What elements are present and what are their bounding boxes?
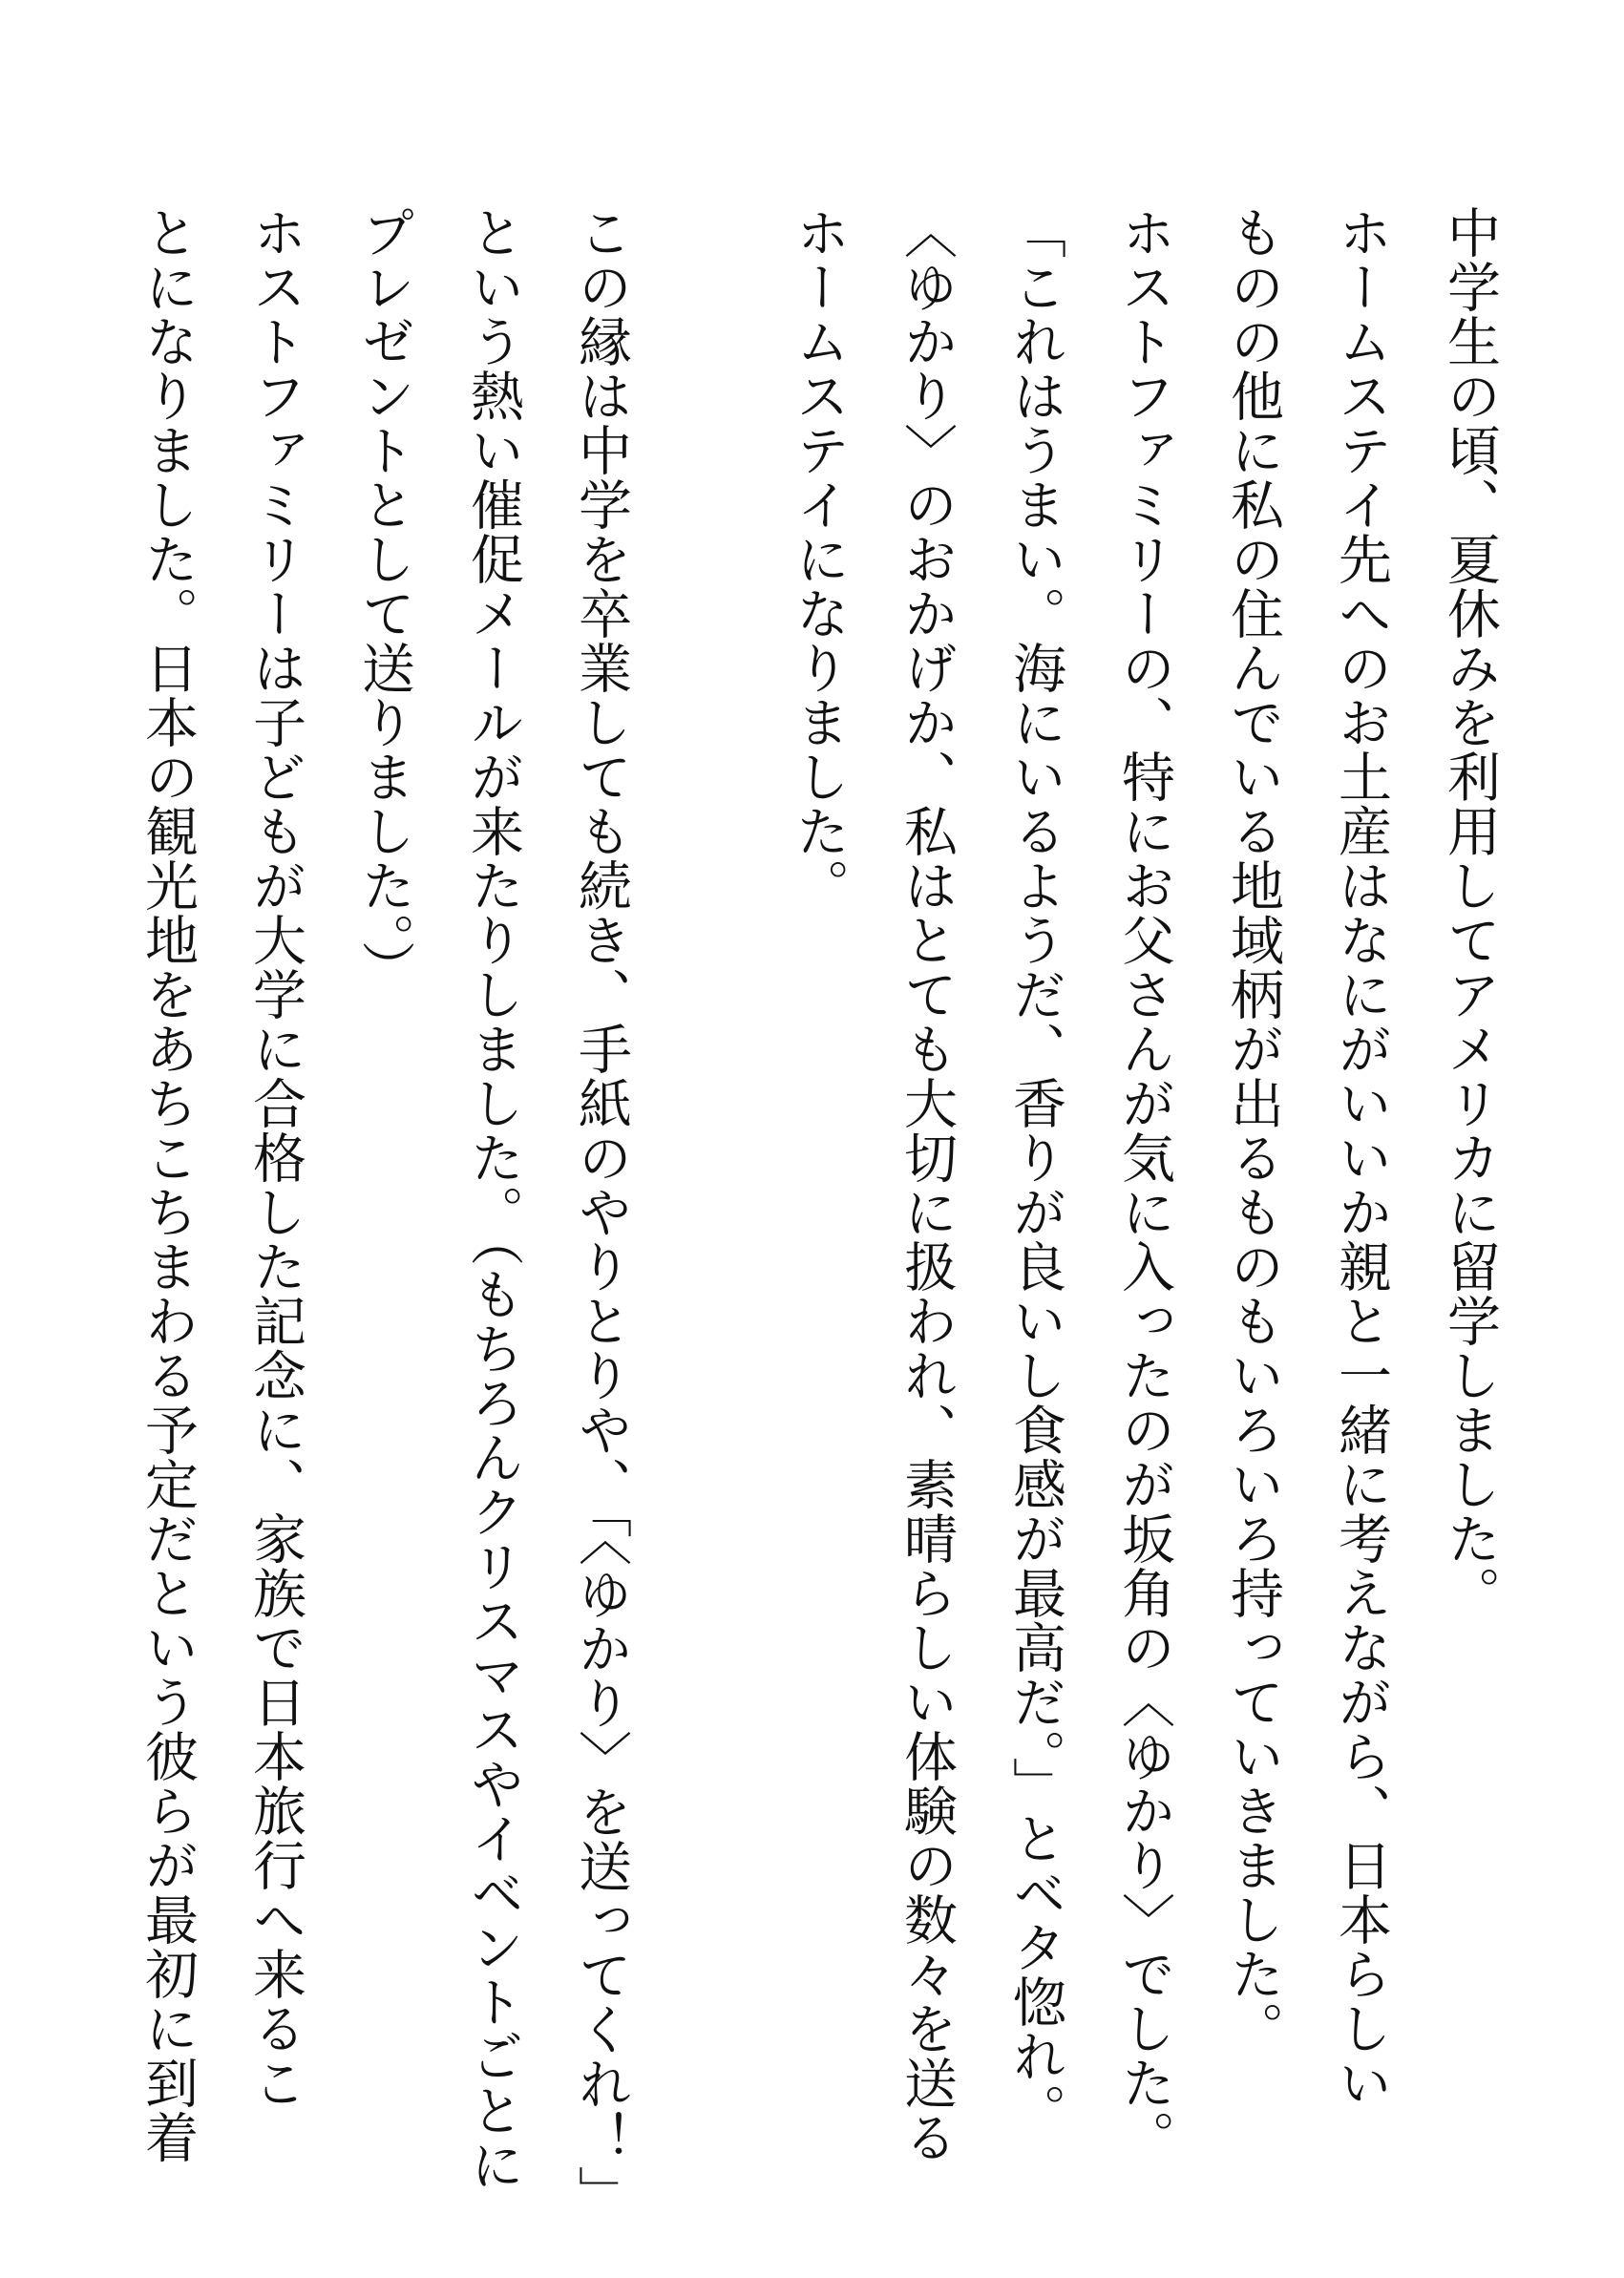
text-line: ホームステイ先へのお土産はなにがいいか親と一緒に考えながら、日本らしい [1330, 205, 1392, 2110]
text-line: という熱い催促メールが来たりしました。（もちろんクリスマスやイベントごとに [462, 205, 524, 2192]
text-line: とになりました。日本の観光地をあちこちまわる予定だという彼らが最初に到着 [137, 205, 199, 2164]
text-line: プレゼントとして送りました。） [353, 205, 415, 995]
text-line: ホストファミリーは子どもが大学に合格した記念に、家族で日本旅行へ来るこ [244, 205, 306, 2110]
text-line: 中学生の頃、夏休みを利用してアメリカに留学しました。 [1439, 205, 1501, 1620]
text-line: ものの他に私の住んでいる地域柄が出るものもいろいろ持っていきました。 [1222, 205, 1284, 2056]
text-line: ホストファミリーの、特にお父さんが気に入ったのが坂角の〈ゆかり〉でした。 [1113, 205, 1175, 2164]
blank-line [676, 205, 743, 2115]
text-line: ホームステイになりました。 [788, 205, 850, 913]
text-line: 「これはうまい。海にいるようだ、香りが良いし食感が最高だ。」とベタ惚れ。 [1004, 205, 1066, 2138]
text-line: 〈ゆかり〉のおかげか、私はとても大切に扱われ、素晴らしい体験の数々を送る [896, 205, 958, 2164]
text-line: この縁は中学を卒業しても続き、手紙のやりとりや、「〈ゆかり〉を送ってくれ！」 [570, 205, 632, 2220]
